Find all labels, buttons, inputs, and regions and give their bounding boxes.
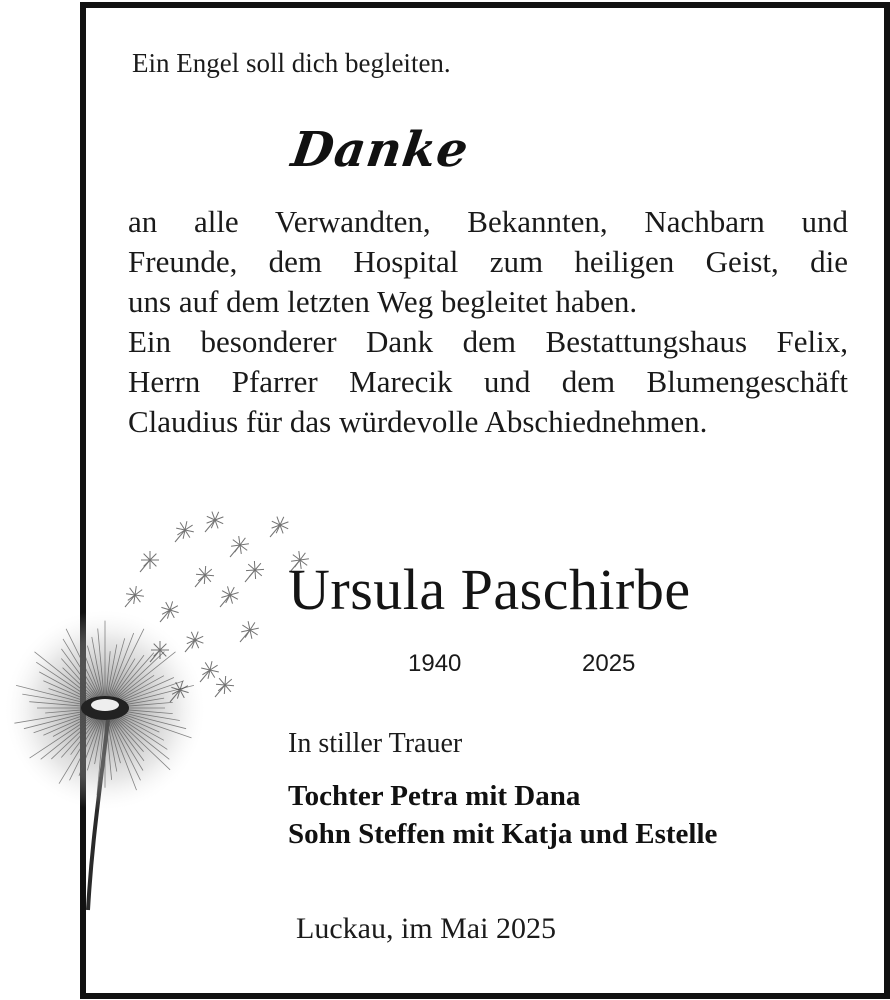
thanks-line: an alle Verwandten, Bekannten, Nachbarn und: [128, 204, 848, 239]
place-date: Luckau, im Mai 2025: [296, 912, 556, 945]
thanks-line: Claudius für das würdevolle Abschiednehmen.: [128, 404, 708, 439]
thanks-paragraph: [128, 202, 848, 442]
survivor-line: Sohn Steffen mit Katja und Estelle: [288, 818, 718, 850]
deceased-name: Ursula Paschirbe: [288, 557, 691, 622]
thanks-line: Freunde, dem Hospital zum heiligen Geist, die: [128, 244, 848, 279]
motto: Ein Engel soll dich begleiten.: [132, 48, 451, 78]
death-year: 2025: [582, 650, 636, 677]
survivor-line: Tochter Petra mit Dana: [288, 780, 581, 812]
mourning-phrase: In stiller Trauer: [288, 728, 463, 759]
birth-year: 1940: [408, 650, 462, 677]
heading-danke: Danke: [288, 122, 473, 178]
thanks-line: uns auf dem letzten Weg begleitet haben.: [128, 284, 638, 319]
thanks-line: Ein besonderer Dank dem Bestattungshaus Felix,: [128, 324, 848, 359]
thanks-line: Herrn Pfarrer Marecik und dem Blumengeschäft: [128, 364, 848, 399]
